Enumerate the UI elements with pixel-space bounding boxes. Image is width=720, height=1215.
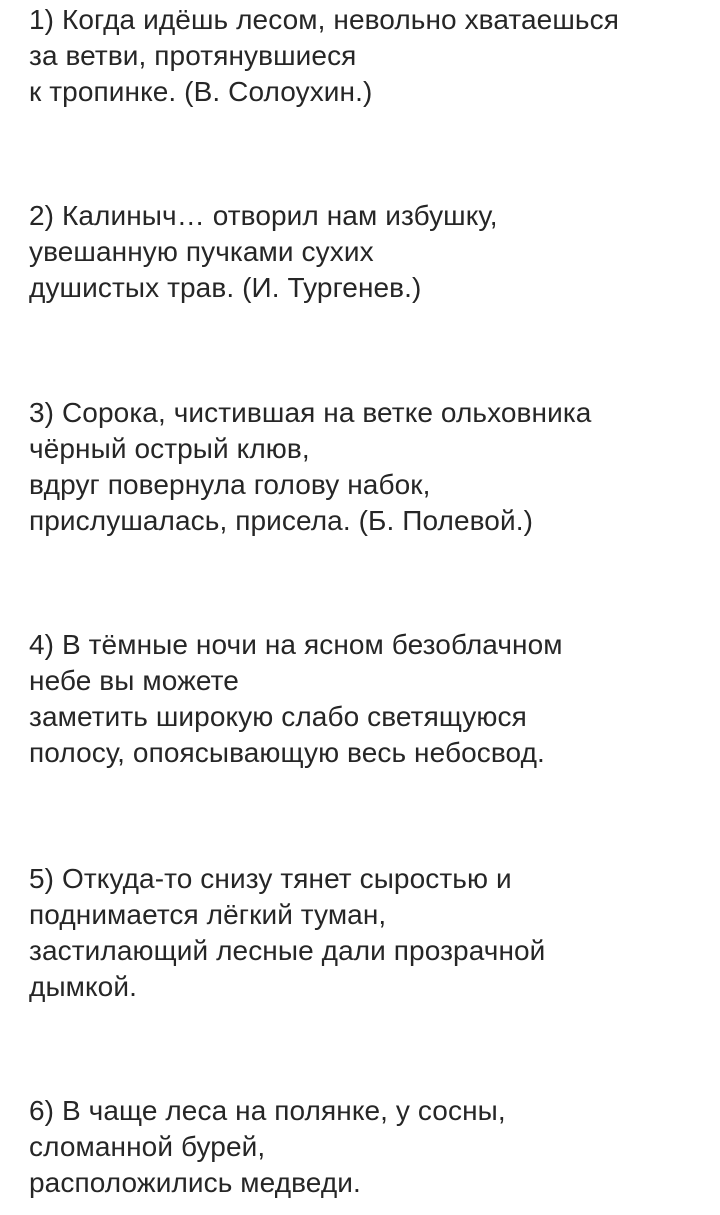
sentence-line: к тропинке. (В. Солоухин.) [29,76,373,107]
sentence-line: 3) Сорока, чистившая на ветке ольховника [29,397,592,428]
sentence-line: дымкой. [29,971,137,1002]
sentence-line: 5) Откуда-то снизу тянет сыростью и [29,863,512,894]
sentence-line: прислушалась, присела. (Б. Полевой.) [29,505,534,536]
sentence-line: 1) Когда идёшь лесом, невольно хватаешься [29,4,619,35]
sentence-line: поднимается лёгкий туман, [29,899,387,930]
sentence-line: расположились медведи. [29,1167,361,1198]
sentence-3 [29,395,709,539]
sentence-line: вдруг повернула голову набок, [29,469,431,500]
sentence-6 [29,1093,709,1201]
sentence-line: душистых трав. (И. Тургенев.) [29,272,422,303]
sentence-line: 6) В чаще леса на полянке, у сосны, [29,1095,506,1126]
sentence-line: небе вы можете [29,665,239,696]
sentence-line: полосу, опоясывающую весь небосвод. [29,737,545,768]
sentence-1 [29,2,709,110]
sentence-line: увешанную пучками сухих [29,236,374,267]
sentence-line: сломанной бурей, [29,1131,266,1162]
sentence-line: чёрный острый клюв, [29,433,310,464]
sentence-line: за ветви, протянувшиеся [29,40,357,71]
sentence-line: заметить широкую слабо светящуюся [29,701,527,732]
sentence-2 [29,198,709,306]
sentence-line: 2) Калиныч… отворил нам избушку, [29,200,498,231]
sentence-line: застилающий лесные дали прозрачной [29,935,546,966]
sentence-5 [29,861,709,1005]
sentence-line: 4) В тёмные ночи на ясном безоблачном [29,629,563,660]
sentence-4 [29,627,709,771]
